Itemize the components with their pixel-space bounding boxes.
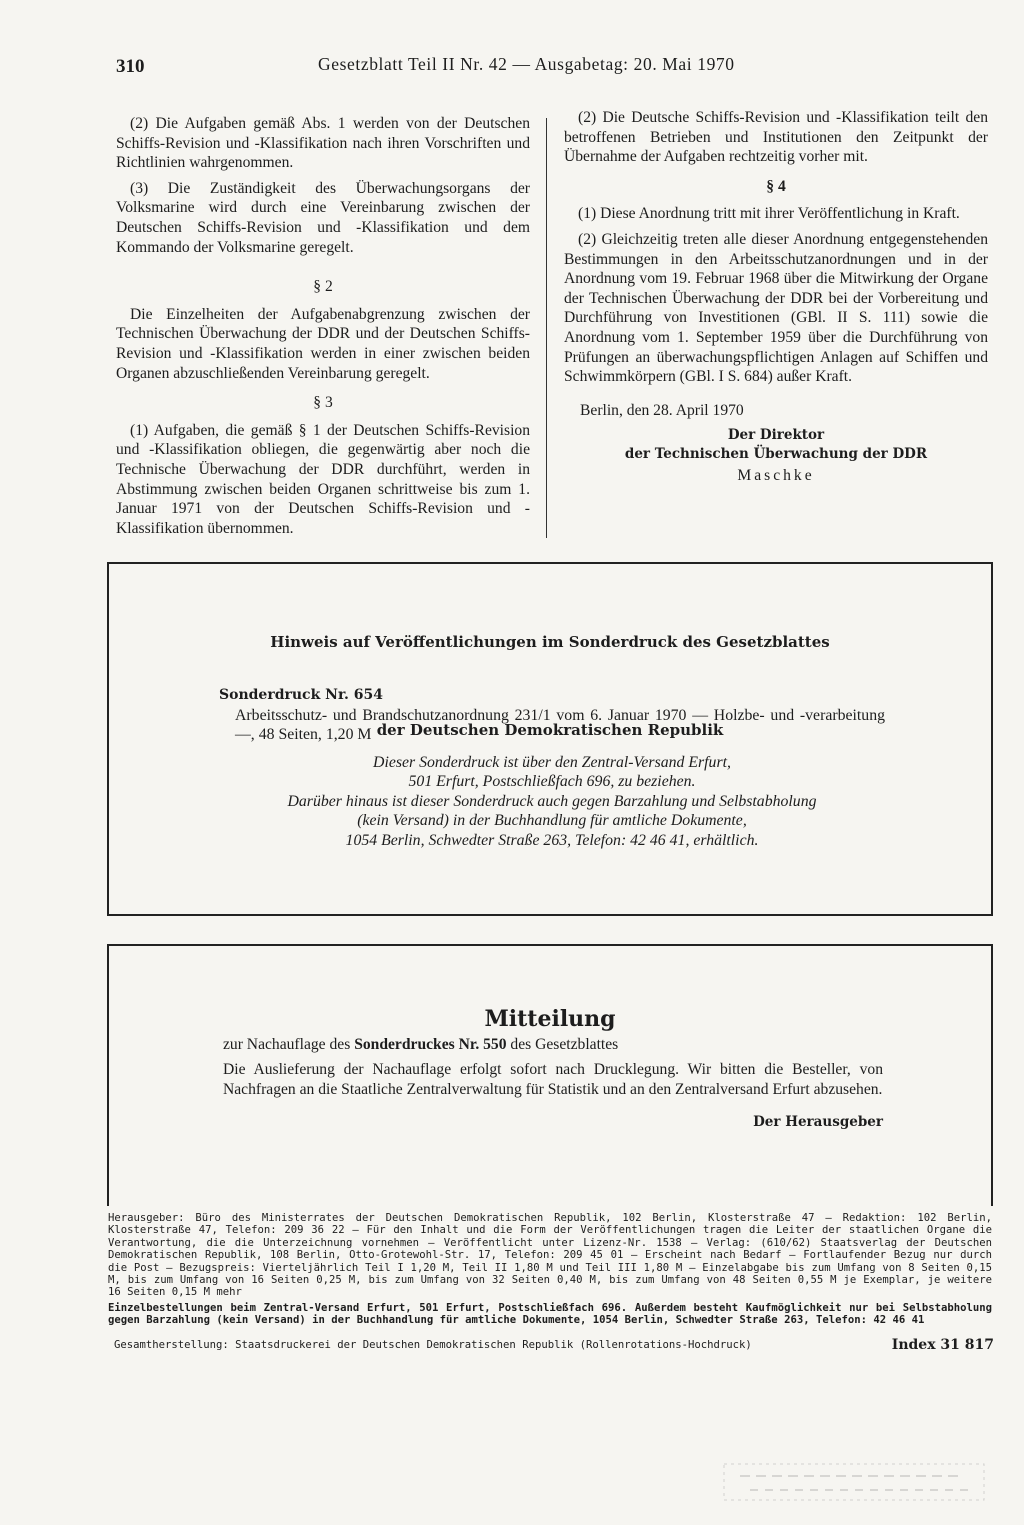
signer-title: der Technischen Überwachung der DDR [624, 446, 928, 463]
notice-title: der Deutschen Demokratischen Republik [376, 721, 724, 739]
paragraph: Die Einzelheiten der Aufgabenabgrenzung zwischen der Technischen Überwachung der DDR und der Deutschen Schiffs-Revision und -Klassifikation werden in einer zwischen beiden Organen abzuschließenden Vereinbarung geregelt. [116, 305, 530, 382]
notice-body [219, 686, 885, 850]
mitteilung-body: Die Auslieferung der Nachauflage erfolgt sofort nach Drucklegung. Wir bitten die Besteller, von Nachfragen an die Staatliche Zentralverwaltung für Statistik und an den Zentralversand Erfurt abzusehen. [223, 1061, 883, 1098]
section-heading: § 2 [313, 278, 333, 296]
notice-box [107, 562, 993, 916]
order-note: 501 Erfurt, Postschließfach 696, zu beziehen. [408, 773, 696, 790]
paragraph: (1) Aufgaben, die gemäß § 1 der Deutschen Schiffs-Revision und -Klassifikation obliegen, die gegenwärtig aber noch die Technische Überwachung der DDR durchführt, werden in Abstimmung zwischen beiden Organen schrittweise bis zum 1. Januar 1971 von der Deutschen Schiffs-Revision und -Klassifikation übernommen. [116, 421, 530, 537]
imprint-orders: Einzelbestellungen beim Zentral-Versand Erfurt, 501 Erfurt, Postschließfach 696. Außerdem besteht Kaufmöglichkeit nur bei Selbstabholung gegen Barzahlung (kein Versand) in der Buchhandlung für amtliche Dokumente, 1054 Berlin, Schwedter Straße 263, Telefon: 42 46 41 [108, 1301, 992, 1327]
imprint-publisher: Herausgeber: Büro des Ministerrates der Deutschen Demokratischen Republik, 102 Berlin, Klosterstraße 47 — Redaktion: 102 Berlin, Klosterstraße 47, Telefon: 209 36 22 — Für den Inhalt und die Form der Veröffentlichungen tragen die Leiter der staatlichen Organe die Verantwortung, die die Unterzeichnung vornehmen — Veröffentlicht unter Lizenz-Nr. 1538 — Verlag: (610/62) Staatsverlag der Deutschen Demokratischen Republik, 108 Berlin, Otto-Grotewohl-Str. 17, Telefon: 209 45 01 — Erscheint nach Bedarf — Fortlaufender Bezug nur durch die Post — Bezugspreis: Vierteljährlich Teil I 1,20 M, Teil II 1,80 M und Teil III 1,80 M — Einzelabgabe bis zum Umfang von 8 Seiten 0,15 M, bis zum Umfang von 16 Seiten 0,25 M, bis zum Umfang von 32 Seiten 0,40 M, bis zum Umfang von 48 Seiten 0,55 M je Exemplar, je weitere 16 Seiten 0,15 M mehr [108, 1212, 992, 1299]
printer-line: Gesamtherstellung: Staatsdruckerei der Deutschen Demokratischen Republik (Rollenrotations-Hochdruck) [114, 1339, 752, 1351]
pickup-note: (kein Versand) in der Buchhandlung für amtliche Dokumente, [357, 812, 747, 829]
mitteilung-subtitle [223, 1036, 618, 1054]
imprint [108, 1212, 992, 1327]
subtitle-text: zur Nachauflage des [223, 1036, 355, 1053]
sonderdruck-text: Arbeitsschutz- und Brandschutzanordnung 231/1 vom 6. Januar 1970 — Holzbe- und -verarbeitung —, 48 Seiten, 1,20 M [235, 706, 885, 743]
left-column [116, 114, 530, 544]
column-divider [546, 118, 547, 538]
paragraph: (2) Die Deutsche Schiffs-Revision und -Klassifikation teilt den betroffenen Betrieben und Institutionen den Zeitpunkt der Übernahme der Aufgaben rechtzeitig vorher mit. [564, 109, 988, 166]
paragraph: (1) Diese Anordnung tritt mit ihrer Veröffentlichung in Kraft. [578, 205, 960, 223]
notice-title: Hinweis auf Veröffentlichungen im Sonderdruck des Gesetzblattes [270, 633, 830, 651]
paragraph: (2) Gleichzeitig treten alle dieser Anordnung entgegenstehenden Bestimmungen in den Arbeitsschutzanordnungen und in der Anordnung vom 19. Februar 1968 über die Mitwirkung der Organe der Technischen Überwachung der DDR bei der Vorbereitung und Durchführung von Investitionen (GBl. II S. 111) sowie die Anordnung vom 1. September 1959 über die Durchführung von Prüfungen an überwachungspflichtigen Anlagen auf Schiffen und Schwimmkörpern (GBl. I S. 684) außer Kraft. [564, 230, 988, 386]
subtitle-bold: Sonderdruckes Nr. 550 [354, 1036, 507, 1053]
section-heading: § 4 [766, 177, 786, 195]
place-date: Berlin, den 28. April 1970 [580, 401, 744, 419]
paragraph: (2) Die Aufgaben gemäß Abs. 1 werden von der Deutschen Schiffs-Revision und -Klassifikation nach ihren Vorschriften und Richtlinien wahrgenommen. [116, 115, 530, 172]
right-column [564, 108, 988, 486]
mitteilung-signature: Der Herausgeber [753, 1114, 883, 1130]
subtitle-text: des Gesetzblattes [506, 1036, 619, 1053]
sonderdruck-label: Sonderdruck Nr. 654 [219, 687, 384, 703]
signer-name: Maschke [737, 467, 815, 485]
signer-title: Der Direktor [727, 427, 825, 444]
running-head: Gesetzblatt Teil II Nr. 42 — Ausgabetag: 20. Mai 1970 [318, 54, 735, 74]
index-number: Index 31 817 [891, 1337, 994, 1353]
mitteilung-title: Mitteilung [484, 1006, 616, 1032]
mitteilung-box [107, 944, 993, 1206]
paragraph: (3) Die Zuständigkeit des Überwachungsorgans der Volksmarine wird durch eine Vereinbarung zwischen der Deutschen Schiffs-Revision und -Klassifikation und dem Kommando der Volksmarine geregelt. [116, 179, 530, 256]
section-heading: § 3 [313, 394, 333, 412]
order-note: Dieser Sonderdruck ist über den Zentral-Versand Erfurt, [373, 753, 731, 771]
faint-stamp-mark [720, 1460, 990, 1504]
page-number: 310 [116, 56, 145, 77]
pickup-note: Darüber hinaus ist dieser Sonderdruck auch gegen Barzahlung und Selbstabholung [287, 792, 817, 810]
pickup-note: 1054 Berlin, Schwedter Straße 263, Telefon: 42 46 41, erhältlich. [345, 831, 759, 849]
